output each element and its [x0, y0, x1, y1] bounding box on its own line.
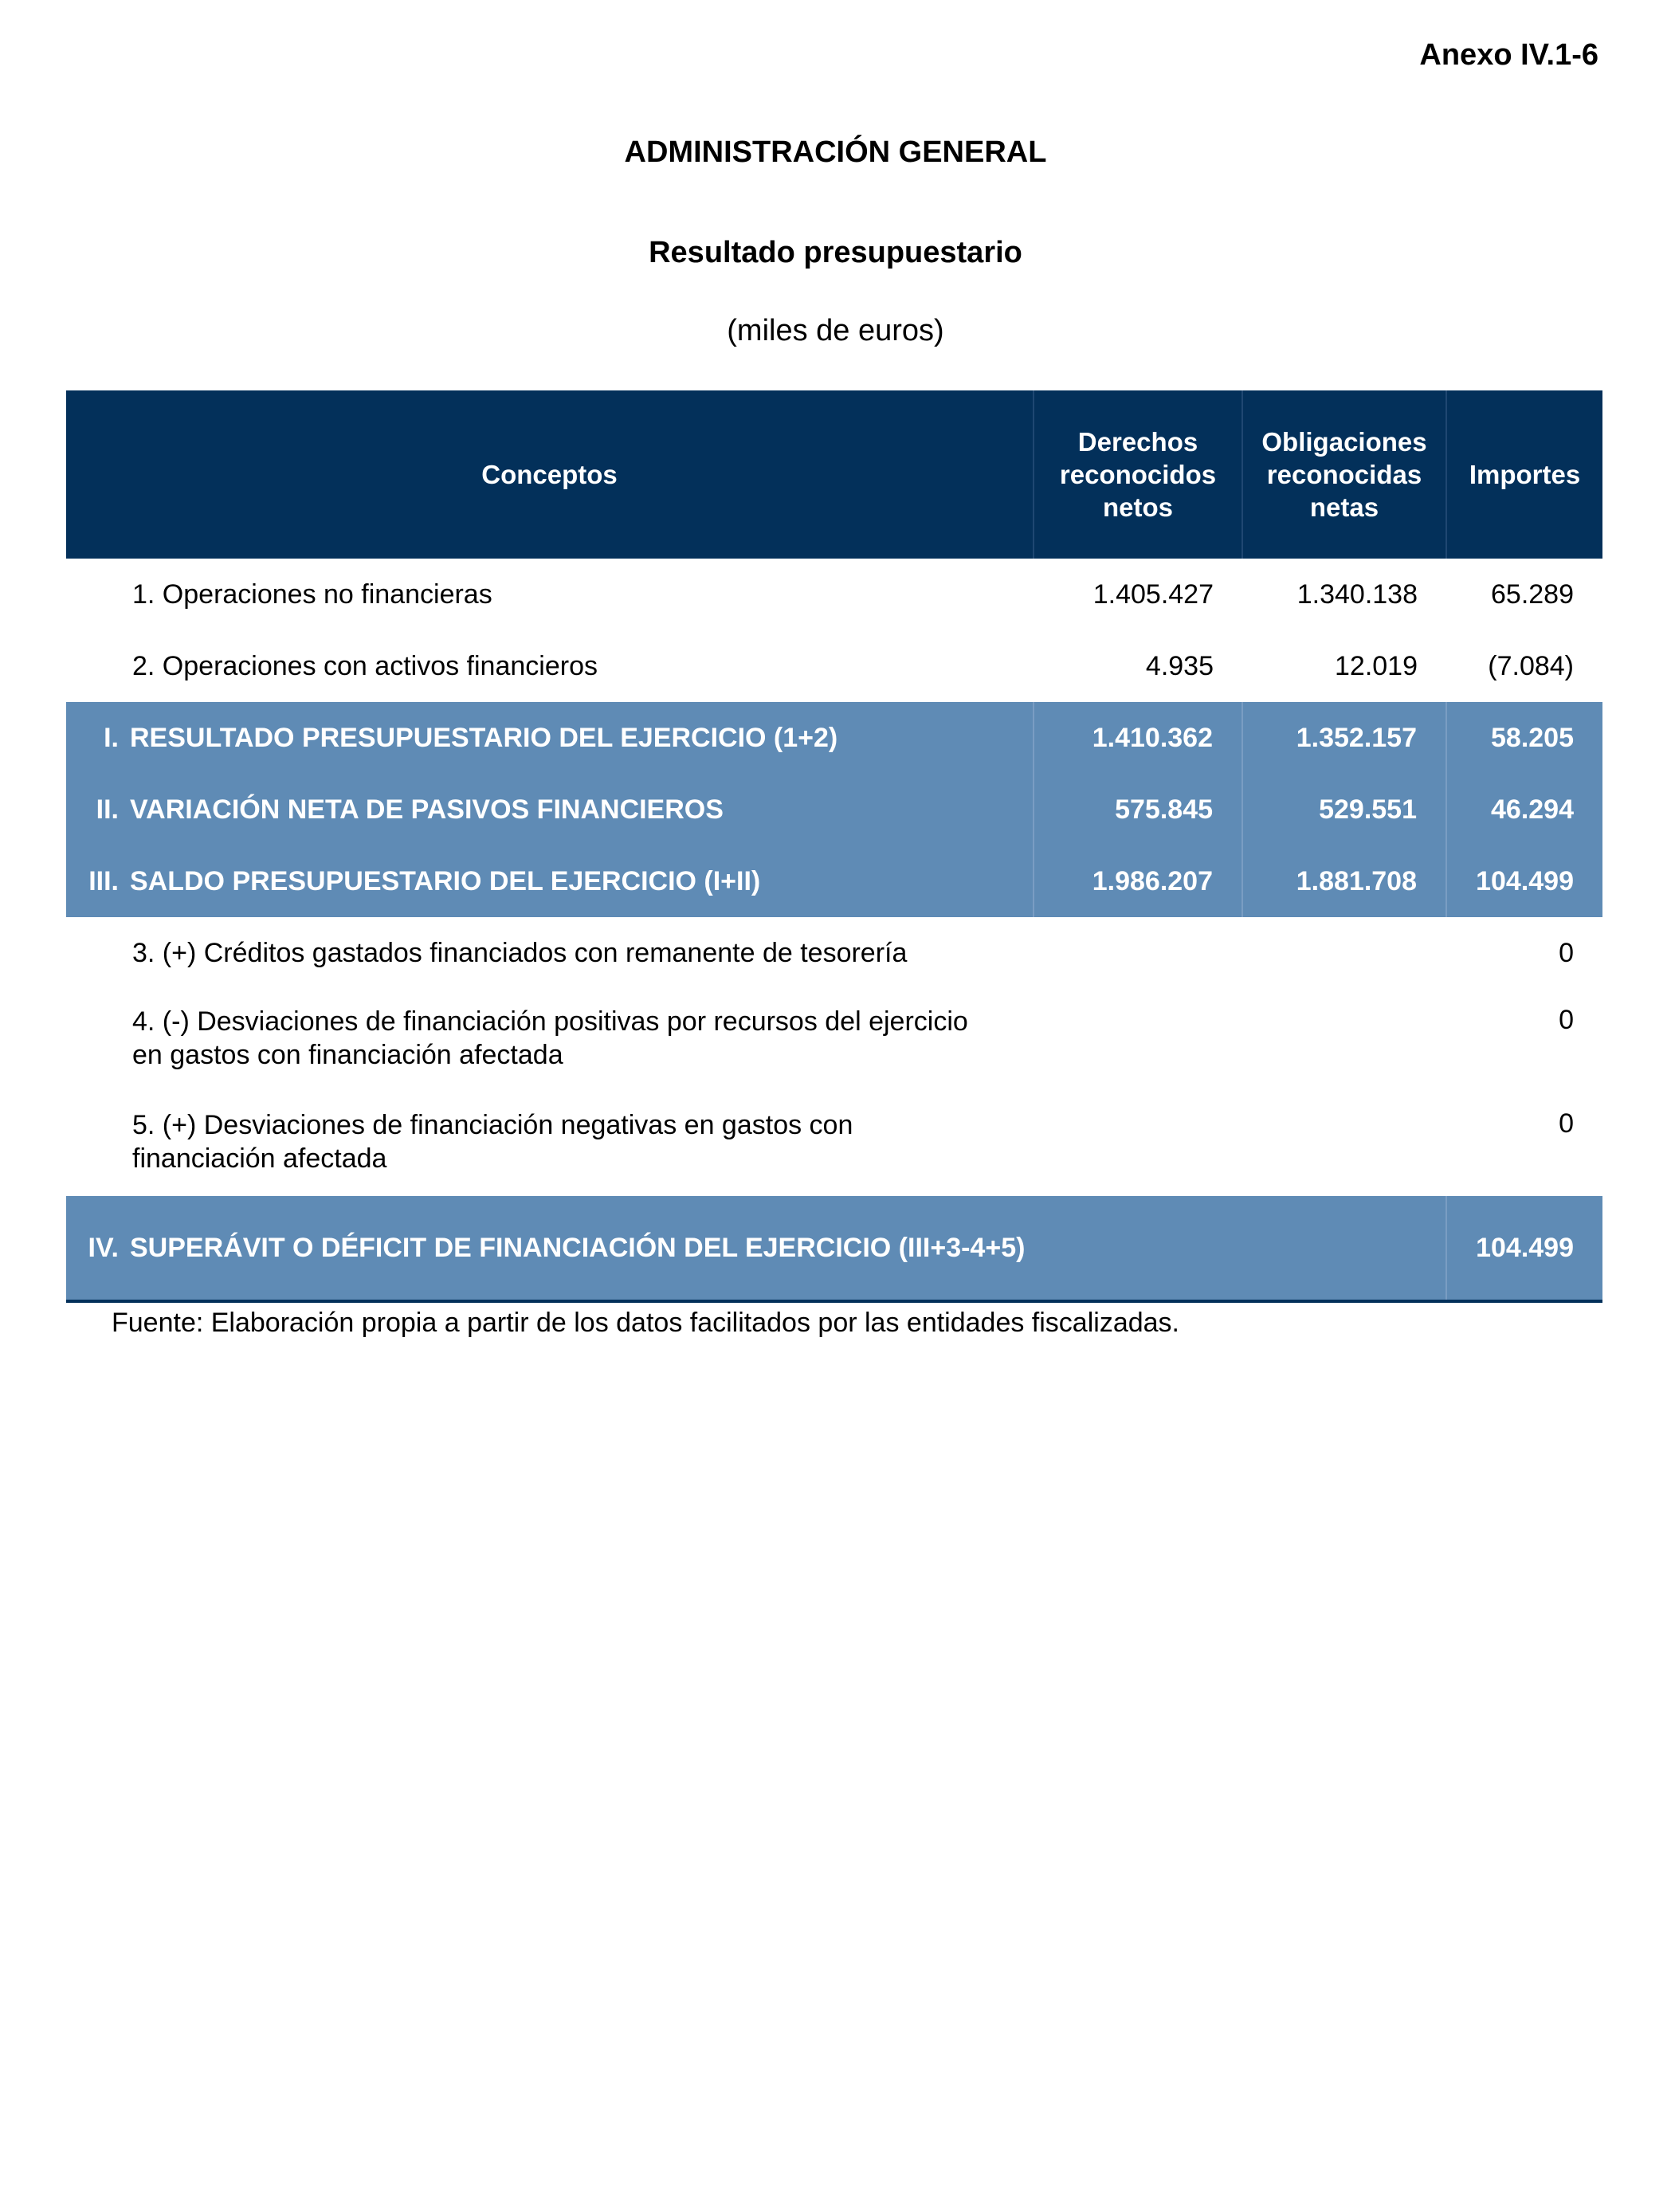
header-derechos: [1034, 390, 1242, 559]
row-obligaciones-empty: [1242, 1092, 1446, 1196]
row-derechos-empty: [1034, 1092, 1242, 1196]
row-concept: [66, 1196, 1446, 1301]
table-row: [66, 989, 1602, 1092]
row-concept: [66, 702, 1034, 774]
page-subtitle: Resultado presupuestario: [649, 236, 1022, 269]
units-note: (miles de euros): [727, 314, 944, 347]
row-label: SUPERÁVIT O DÉFICIT DE FINANCIACIÓN DEL EJERCICIO (III+3-4+5): [130, 1232, 1026, 1263]
table-row-highlight: [66, 702, 1602, 774]
row-obligaciones: 1.881.708: [1242, 845, 1446, 917]
row-concept: [66, 1092, 1034, 1196]
row-importe: 0: [1559, 1005, 1574, 1035]
row-concept: 1. Operaciones no financieras: [132, 578, 492, 610]
table-row: [66, 917, 1602, 989]
header-importes: Importes: [1446, 390, 1602, 559]
row-label-line: financiación afectada: [132, 1143, 387, 1174]
budget-result-table: [66, 390, 1602, 1303]
row-importe: 65.289: [1491, 578, 1574, 610]
table-row: [66, 630, 1602, 702]
row-obligaciones: 1.352.157: [1242, 702, 1446, 774]
row-label: RESULTADO PRESUPUESTARIO DEL EJERCICIO (1+2): [130, 722, 838, 753]
row-label: SALDO PRESUPUESTARIO DEL EJERCICIO (I+II): [130, 865, 761, 896]
row-concept: [66, 989, 1034, 1092]
row-derechos: 1.986.207: [1034, 845, 1242, 917]
row-label-line: en gastos con financiación afectada: [132, 1040, 563, 1070]
row-concept: [66, 845, 1034, 917]
header-concepts: Conceptos: [481, 460, 618, 489]
row-importe: 104.499: [1446, 845, 1602, 917]
row-importe: 58.205: [1446, 702, 1602, 774]
row-importe: (7.084): [1488, 650, 1574, 681]
table-row-highlight: [66, 774, 1602, 845]
header-obligaciones-line: reconocidas: [1266, 460, 1422, 489]
header-derechos-line: reconocidos: [1059, 460, 1217, 489]
row-obligaciones: 12.019: [1335, 650, 1418, 681]
row-roman-numeral: IV.: [88, 1232, 119, 1263]
row-label-line: 5. (+) Desviaciones de financiación negativas en gastos con: [132, 1110, 853, 1140]
table-row: [66, 559, 1602, 630]
row-derechos: 1.410.362: [1034, 702, 1242, 774]
row-roman-numeral: II.: [96, 794, 119, 825]
row-obligaciones: 1.340.138: [1296, 578, 1418, 610]
page-title: ADMINISTRACIÓN GENERAL: [624, 135, 1047, 169]
row-importe: 0: [1559, 937, 1574, 968]
row-concept: 2. Operaciones con activos financieros: [132, 650, 598, 681]
row-obligaciones: 529.551: [1242, 774, 1446, 845]
row-derechos: 1.405.427: [1092, 578, 1214, 610]
row-obligaciones-empty: [1242, 989, 1446, 1092]
table-header-row: [66, 390, 1602, 559]
header-derechos-line: Derechos: [1077, 427, 1198, 457]
row-importe: 46.294: [1446, 774, 1602, 845]
annex-label: Anexo IV.1-6: [1419, 38, 1598, 72]
table-row: [66, 1092, 1602, 1196]
row-derechos-empty: [1034, 989, 1242, 1092]
source-note: Fuente: Elaboración propia a partir de los datos facilitados por las entidades fiscalizadas.: [112, 1308, 1179, 1338]
row-derechos-empty: [1034, 917, 1242, 989]
row-derechos: 575.845: [1034, 774, 1242, 845]
header-obligaciones-line: Obligaciones: [1261, 427, 1427, 457]
row-roman-numeral: III.: [88, 865, 119, 896]
header-derechos-line: netos: [1102, 492, 1173, 522]
row-obligaciones-empty: [1242, 917, 1446, 989]
row-label-line: 4. (-) Desviaciones de financiación positivas por recursos del ejercicio: [132, 1006, 968, 1037]
row-roman-numeral: I.: [104, 722, 119, 753]
row-importe: 0: [1559, 1108, 1574, 1139]
row-label: VARIACIÓN NETA DE PASIVOS FINANCIEROS: [130, 794, 724, 825]
table-row-highlight: [66, 845, 1602, 917]
row-derechos: 4.935: [1145, 650, 1214, 681]
header-obligaciones: [1242, 390, 1446, 559]
row-concept: 3. (+) Créditos gastados financiados con remanente de tesorería: [132, 937, 908, 968]
header-obligaciones-line: netas: [1309, 492, 1379, 522]
table-row-total: [66, 1196, 1602, 1301]
row-importe: 104.499: [1446, 1196, 1602, 1301]
row-concept: [66, 774, 1034, 845]
